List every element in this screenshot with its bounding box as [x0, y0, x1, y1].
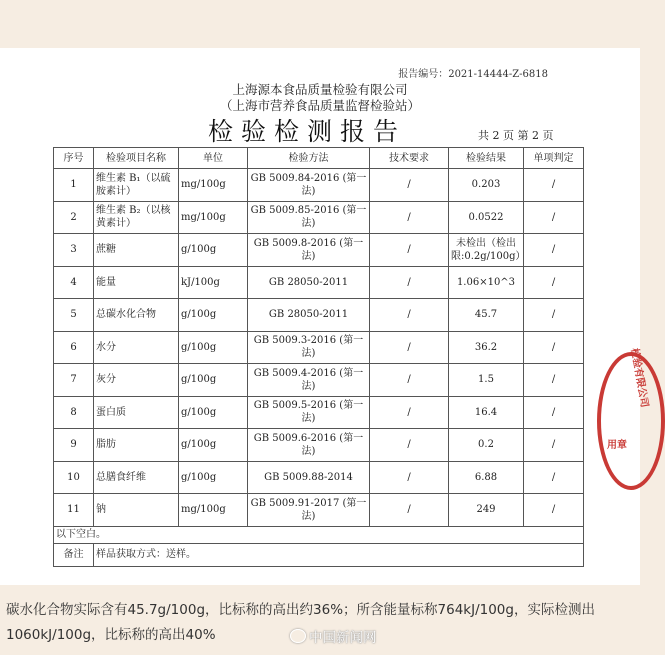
cell-req: /: [370, 494, 449, 527]
cell-result: 0.0522: [449, 201, 524, 234]
weibo-icon: [290, 629, 306, 643]
table-header-row: [54, 148, 584, 169]
report-number: 报告编号：2021-14444-Z-6818: [398, 69, 548, 80]
cell-unit: g/100g: [179, 461, 248, 494]
article-caption: 碳水化合物实际含有45.7g/100g，比标称的高出约36%；所含能量标称764kJ/100g，实际检测出1060kJ/100g，比标称的高出40%: [6, 602, 595, 643]
header-cell: 检验项目名称: [94, 148, 179, 169]
cell-result: 16.4: [449, 396, 524, 429]
cell-req: /: [370, 266, 449, 299]
cell-unit: mg/100g: [179, 494, 248, 527]
cell-unit: mg/100g: [179, 169, 248, 202]
cell-item: 蛋白质: [94, 396, 179, 429]
table-row: [54, 494, 584, 527]
cell-method: GB 5009.3-2016 (第一法): [248, 331, 370, 364]
cell-item: 钠: [94, 494, 179, 527]
stamp-text: 用章: [607, 440, 627, 451]
header-cell: 序号: [54, 148, 94, 169]
cell-result: 0.2: [449, 429, 524, 462]
cell-method: GB 28050-2011: [248, 299, 370, 332]
table-row: [54, 396, 584, 429]
cell-result: 36.2: [449, 331, 524, 364]
cell-judge: /: [524, 234, 584, 267]
cell-item: 总碳水化合物: [94, 299, 179, 332]
cell-judge: /: [524, 364, 584, 397]
cell-req: /: [370, 234, 449, 267]
cell-method: GB 5009.8-2016 (第一法): [248, 234, 370, 267]
cell-no: 8: [54, 396, 94, 429]
cell-no: 5: [54, 299, 94, 332]
cell-result: 1.5: [449, 364, 524, 397]
remark-label: 备注: [54, 543, 94, 566]
cell-req: /: [370, 396, 449, 429]
cell-unit: g/100g: [179, 429, 248, 462]
cell-result: 249: [449, 494, 524, 527]
cell-no: 4: [54, 266, 94, 299]
cell-judge: /: [524, 429, 584, 462]
company-seal-stamp: [597, 347, 665, 490]
organization-subname: （上海市营养食品质量监督检验站）: [219, 98, 420, 113]
cell-result: 6.88: [449, 461, 524, 494]
cell-no: 3: [54, 234, 94, 267]
watermark-text: 中国新闻网: [309, 630, 377, 646]
cell-item: 脂肪: [94, 429, 179, 462]
cell-req: /: [370, 429, 449, 462]
header-cell: 检验结果: [449, 148, 524, 169]
table-row: [54, 266, 584, 299]
cell-unit: kJ/100g: [179, 266, 248, 299]
cell-method: GB 5009.91-2017 (第一法): [248, 494, 370, 527]
cell-item: 灰分: [94, 364, 179, 397]
table-row: [54, 169, 584, 202]
cell-unit: g/100g: [179, 364, 248, 397]
cell-judge: /: [524, 331, 584, 364]
blank-note-row: [54, 526, 584, 543]
table-row: [54, 299, 584, 332]
blank-note: 以下空白。: [54, 526, 584, 543]
cell-no: 7: [54, 364, 94, 397]
table-row: [54, 364, 584, 397]
cell-req: /: [370, 169, 449, 202]
cell-unit: g/100g: [179, 331, 248, 364]
cell-result: 未检出（检出限:0.2g/100g）: [449, 234, 524, 267]
cell-no: 2: [54, 201, 94, 234]
cell-req: /: [370, 299, 449, 332]
cell-judge: /: [524, 266, 584, 299]
remark-text: 样品获取方式：送样。: [94, 543, 584, 566]
header-cell: 技术要求: [370, 148, 449, 169]
cell-method: GB 5009.85-2016 (第一法): [248, 201, 370, 234]
cell-item: 蔗糖: [94, 234, 179, 267]
cell-judge: /: [524, 396, 584, 429]
cell-req: /: [370, 461, 449, 494]
cell-item: 水分: [94, 331, 179, 364]
cell-result: 0.203: [449, 169, 524, 202]
cell-unit: g/100g: [179, 299, 248, 332]
cell-no: 9: [54, 429, 94, 462]
table-row: [54, 429, 584, 462]
cell-req: /: [370, 201, 449, 234]
cell-judge: /: [524, 201, 584, 234]
results-table: [53, 147, 584, 567]
page-count: 共 2 页 第 2 页: [478, 129, 554, 142]
stamp-text: 检验有限公司: [628, 347, 650, 409]
cell-judge: /: [524, 461, 584, 494]
cell-req: /: [370, 364, 449, 397]
header-cell: 检验方法: [248, 148, 370, 169]
cell-item: 能量: [94, 266, 179, 299]
organization-name: 上海源本食品质量检验有限公司: [232, 82, 408, 97]
cell-method: GB 28050-2011: [248, 266, 370, 299]
cell-no: 6: [54, 331, 94, 364]
cell-judge: /: [524, 494, 584, 527]
cell-no: 10: [54, 461, 94, 494]
cell-unit: g/100g: [179, 234, 248, 267]
cell-method: GB 5009.4-2016 (第一法): [248, 364, 370, 397]
table-row: [54, 331, 584, 364]
cell-unit: g/100g: [179, 396, 248, 429]
cell-method: GB 5009.88-2014: [248, 461, 370, 494]
cell-result: 1.06×10^3: [449, 266, 524, 299]
cell-item: 维生素 B₁（以硫胺素计）: [94, 169, 179, 202]
header-cell: 单项判定: [524, 148, 584, 169]
remark-row: [54, 543, 584, 566]
report-paper: [0, 48, 640, 585]
report-title: 检验检测报告: [208, 117, 407, 146]
table-row: [54, 201, 584, 234]
cell-unit: mg/100g: [179, 201, 248, 234]
cell-method: GB 5009.5-2016 (第一法): [248, 396, 370, 429]
cell-result: 45.7: [449, 299, 524, 332]
cell-judge: /: [524, 299, 584, 332]
cell-req: /: [370, 331, 449, 364]
table-row: [54, 461, 584, 494]
header-cell: 单位: [179, 148, 248, 169]
cell-item: 维生素 B₂（以核黄素计）: [94, 201, 179, 234]
cell-no: 11: [54, 494, 94, 527]
cell-method: GB 5009.6-2016 (第一法): [248, 429, 370, 462]
cell-judge: /: [524, 169, 584, 202]
news-watermark: [290, 626, 377, 646]
cell-item: 总膳食纤维: [94, 461, 179, 494]
cell-method: GB 5009.84-2016 (第一法): [248, 169, 370, 202]
table-row: [54, 234, 584, 267]
cell-no: 1: [54, 169, 94, 202]
